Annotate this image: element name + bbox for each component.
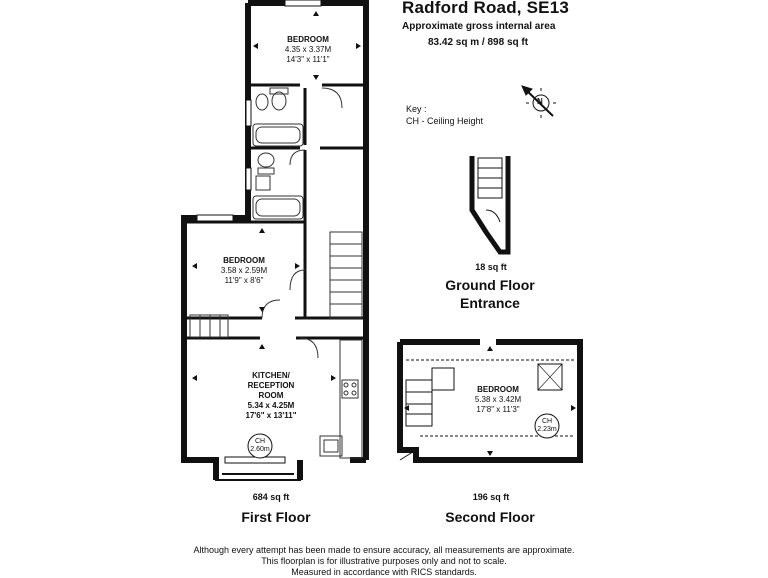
disclaimer-line3: Measured in accordance with RICS standards. bbox=[291, 567, 477, 577]
room-name: BEDROOM bbox=[223, 256, 265, 265]
second-floor-name: Second Floor bbox=[445, 509, 535, 525]
compass-north-letter: N bbox=[537, 97, 543, 106]
room-imperial: 11'9" x 8'6" bbox=[224, 276, 264, 285]
room-bedroom-mid bbox=[204, 256, 284, 286]
room-kitchen-reception bbox=[226, 371, 316, 421]
ch-value: 2.60m bbox=[250, 446, 270, 453]
first-floor-area: 684 sq ft bbox=[252, 492, 290, 502]
room-name: BEDROOM bbox=[477, 385, 519, 394]
disclaimer-line1: Although every attempt has been made to ensure accuracy, all measurements are approximate. bbox=[193, 545, 575, 555]
room-bedroom-second bbox=[458, 385, 538, 415]
key-heading: Key : bbox=[406, 104, 427, 114]
room-metric: 5.34 x 4.25M bbox=[247, 401, 295, 410]
ceiling-height-label-2 bbox=[535, 418, 559, 434]
room-name-line2: RECEPTION bbox=[247, 381, 295, 390]
ground-floor-subname: Entrance bbox=[460, 295, 520, 311]
property-title: Radford Road, SE13 bbox=[402, 0, 570, 17]
ceiling-height-label bbox=[248, 438, 272, 454]
room-name-line3: ROOM bbox=[258, 391, 284, 400]
area-value: 83.42 sq m / 898 sq ft bbox=[428, 37, 529, 48]
ground-floor-plan bbox=[472, 156, 508, 252]
ch-value: 2.23m bbox=[537, 426, 557, 433]
room-name: BEDROOM bbox=[287, 35, 329, 44]
ground-floor-area: 18 sq ft bbox=[475, 262, 507, 272]
ch-abbr: CH bbox=[541, 418, 553, 425]
key-ceiling-height: CH - Ceiling Height bbox=[406, 116, 484, 126]
first-floor-name: First Floor bbox=[241, 509, 311, 525]
second-floor-area: 196 sq ft bbox=[472, 492, 510, 502]
room-name-line1: KITCHEN/ bbox=[252, 371, 290, 380]
room-imperial: 14'3" x 11'1" bbox=[286, 55, 330, 64]
room-imperial: 17'8" x 11'3" bbox=[476, 405, 520, 414]
room-imperial: 17'6" x 13'11" bbox=[245, 411, 297, 420]
room-metric: 5.38 x 3.42M bbox=[474, 395, 522, 404]
room-metric: 3.58 x 2.59M bbox=[220, 266, 268, 275]
area-caption: Approximate gross internal area bbox=[402, 21, 556, 32]
ch-abbr: CH bbox=[254, 438, 266, 445]
ground-floor-name: Ground Floor bbox=[445, 277, 535, 293]
disclaimer-line2: This floorplan is for illustrative purposes only and not to scale. bbox=[261, 556, 507, 566]
room-bedroom-top bbox=[268, 35, 348, 65]
room-metric: 4.35 x 3.37M bbox=[284, 45, 332, 54]
